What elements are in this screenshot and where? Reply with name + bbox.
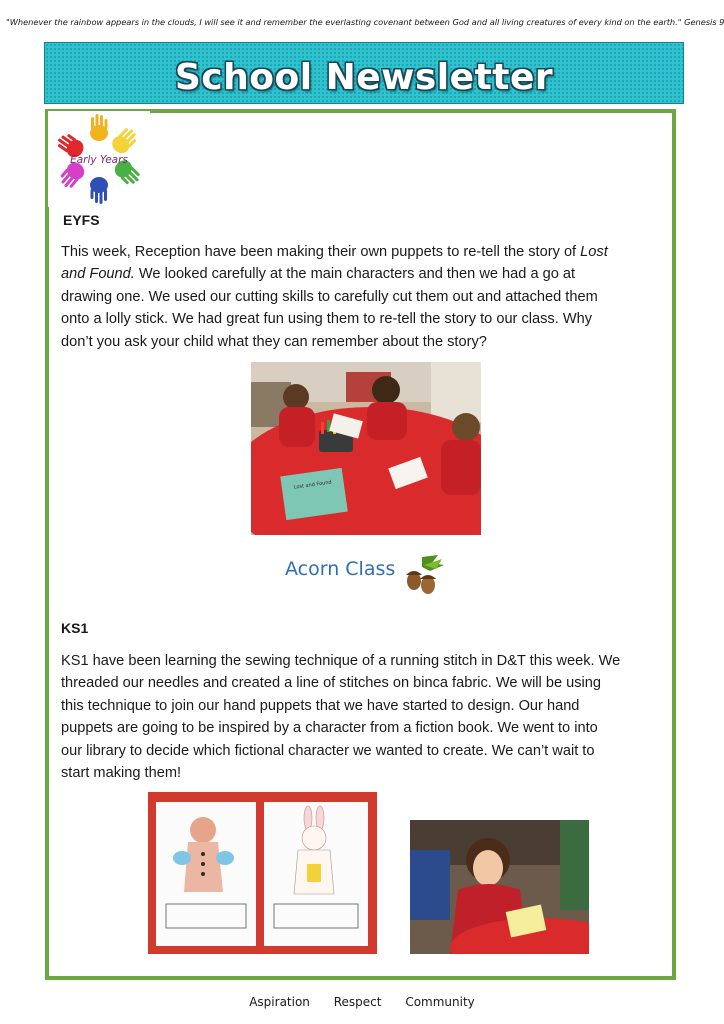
sewing-child-photo xyxy=(410,820,589,954)
reception-puppets-photo xyxy=(251,362,481,535)
eyfs-line: don’t you ask your child what they can remember about the story? xyxy=(61,333,487,350)
scripture-quote: "Whenever the rainbow appears in the clouds, I will see it and remember the everlasting covenant between God and all living creatures of every kind on the earth." Genesis 9 xyxy=(6,17,724,27)
acorn-class-label: Acorn Class xyxy=(285,558,396,580)
value-respect: Respect xyxy=(333,995,382,1009)
newsletter-banner xyxy=(44,42,684,104)
eyfs-heading: EYFS xyxy=(63,212,100,228)
ks1-line: our library to decide which fictional character we wanted to create. We can’t wait to xyxy=(61,742,595,759)
logo-text: Early Years xyxy=(70,154,128,166)
eyfs-line: and Found. We looked carefully at the main characters and then we had a go at xyxy=(61,266,576,283)
ks1-heading: KS1 xyxy=(61,620,89,636)
value-aspiration: Aspiration xyxy=(249,995,310,1009)
early-years-logo xyxy=(48,111,150,207)
handprints-icon xyxy=(48,111,150,207)
eyfs-line: This week, Reception have been making their own puppets to re-tell the story of Lost xyxy=(61,244,608,260)
ks1-line: start making them! xyxy=(61,765,182,782)
ks1-paragraph xyxy=(61,650,663,784)
eyfs-paragraph xyxy=(61,241,663,353)
book-title: Lost and Found xyxy=(293,479,333,491)
ks1-line: KS1 have been learning the sewing technique of a running stitch in D&T this week. We xyxy=(61,653,621,669)
acorn-icon xyxy=(402,553,448,597)
school-values-footer xyxy=(0,995,724,1009)
eyfs-line: drawing one. We used our cutting skills to carefully cut them out and attached them xyxy=(61,288,598,305)
puppet-designs-photo xyxy=(148,792,377,954)
newsletter-title: School Newsletter xyxy=(174,57,554,98)
value-community: Community xyxy=(405,995,475,1009)
ks1-line: threaded our needles and created a line of stitches on binca fabric. We will be using xyxy=(61,675,602,692)
ks1-line: this technique to join our hand puppets that we have started to design. Our hand xyxy=(61,697,580,714)
ks1-line: puppets are going to be inspired by a character from a fiction book. We went to into xyxy=(61,720,598,737)
eyfs-line: onto a lolly stick. We had great fun using them to re-tell the story to our class. Why xyxy=(61,311,593,328)
